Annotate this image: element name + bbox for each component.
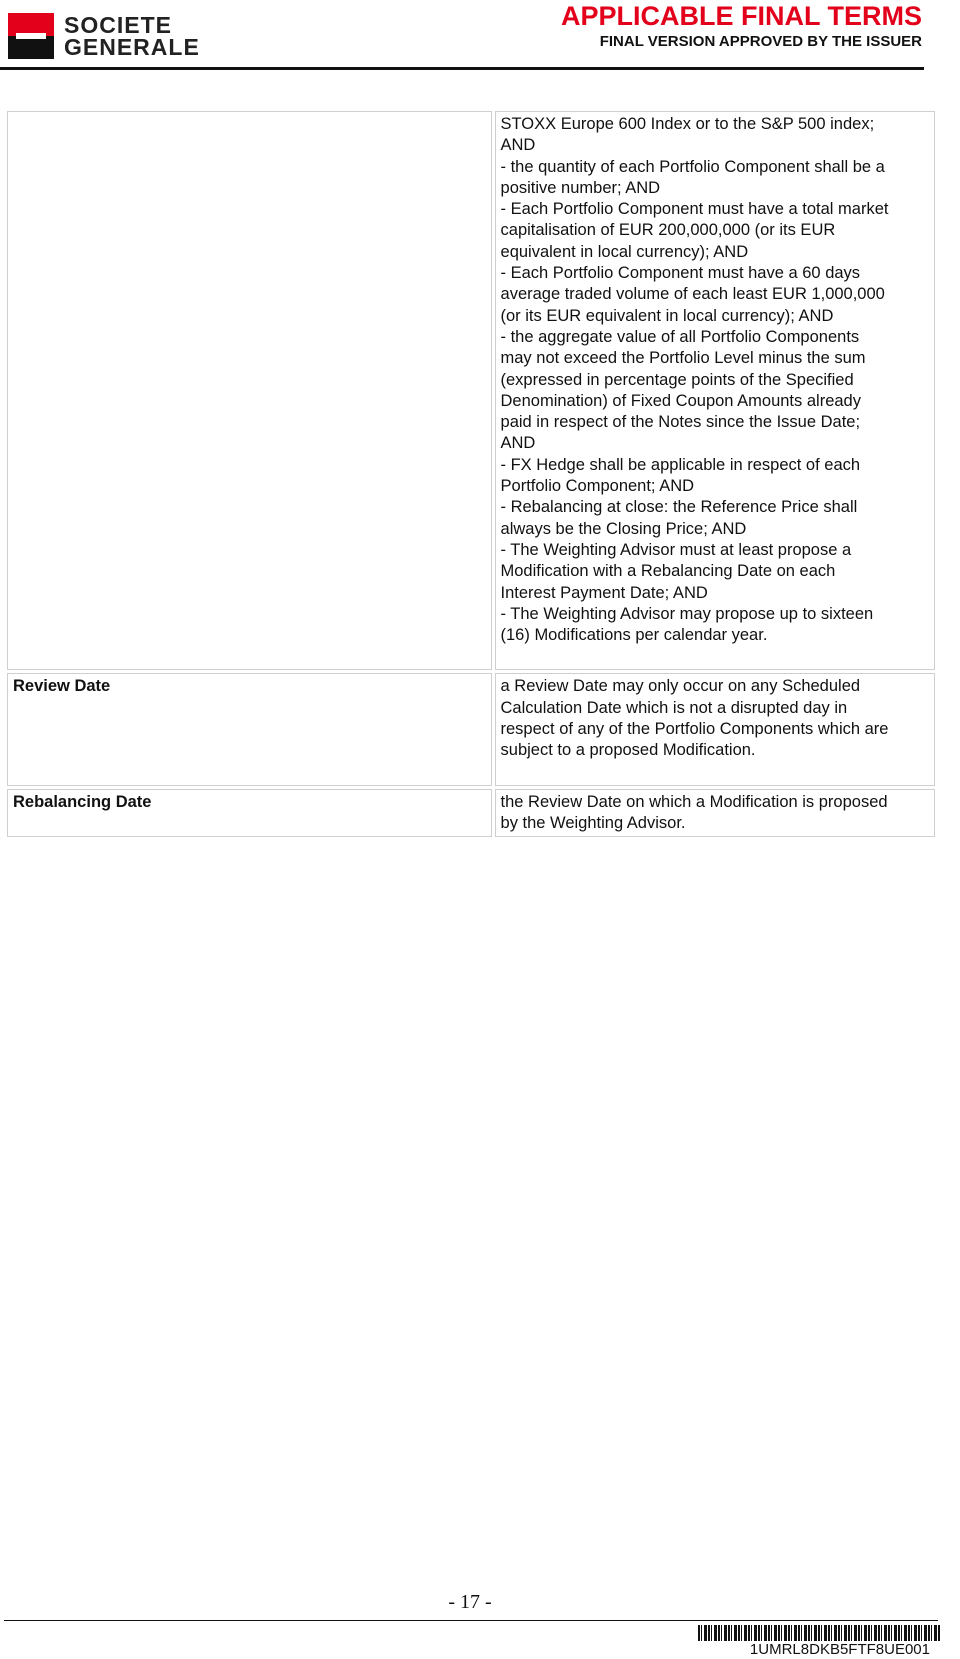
text-line: capitalisation of EUR 200,000,000 (or its EUR [500, 221, 836, 240]
term-label: Rebalancing Date [7, 789, 492, 838]
text-line: - the quantity of each Portfolio Component shall be a [500, 157, 885, 176]
table-row [7, 673, 935, 785]
term-label: Review Date [7, 673, 492, 785]
text-line: - Each Portfolio Component must have a total market [500, 200, 889, 219]
text-line: always be the Closing Price; AND [500, 519, 747, 538]
logo-mark-icon [8, 13, 54, 59]
text-line: AND [500, 136, 536, 155]
logo-text-line1: SOCIETE [64, 12, 172, 38]
term-value [495, 111, 935, 670]
text-line: by the Weighting Advisor. [500, 813, 686, 832]
text-line: (or its EUR equivalent in local currency); AND [500, 306, 834, 325]
text-line: - The Weighting Advisor must at least propose a [500, 540, 852, 559]
table-row [7, 111, 935, 670]
document-title: APPLICABLE FINAL TERMS [560, 1, 922, 31]
text-line: paid in respect of the Notes since the Issue Date; [500, 413, 861, 432]
text-line: - Rebalancing at close: the Reference Price shall [500, 498, 858, 517]
text-line: respect of any of the Portfolio Components which are [500, 720, 889, 739]
text-line: the Review Date on which a Modification is proposed [500, 792, 888, 811]
logo-text-line2: GENERALE [64, 34, 200, 60]
footer-divider [4, 1620, 938, 1621]
text-line: STOXX Europe 600 Index or to the S&P 500 index; [500, 115, 875, 133]
header-titles [561, 0, 922, 51]
text-line: Portfolio Component; AND [500, 477, 695, 496]
text-line: subject to a proposed Modification. [500, 741, 756, 760]
text-line: AND [500, 434, 536, 453]
term-value [495, 789, 935, 838]
societe-generale-logo [8, 12, 234, 60]
text-line: may not exceed the Portfolio Level minus the sum [500, 349, 866, 368]
table-row [7, 789, 935, 838]
logo-text [64, 14, 200, 58]
term-label [7, 111, 492, 670]
text-line: positive number; AND [500, 178, 661, 197]
text-line: (expressed in percentage points of the Specified [500, 370, 854, 389]
text-line: Modification with a Rebalancing Date on each [500, 562, 836, 581]
document-subtitle: FINAL VERSION APPROVED BY THE ISSUER [599, 33, 922, 50]
text-line: average traded volume of each least EUR 1,000,000 [500, 285, 885, 304]
text-line: - The Weighting Advisor may propose up to sixteen [500, 604, 874, 623]
term-value [495, 673, 935, 785]
text-line: - the aggregate value of all Portfolio Components [500, 327, 860, 346]
text-line: Interest Payment Date; AND [500, 583, 708, 602]
text-line: - Each Portfolio Component must have a 60 days [500, 264, 861, 283]
text-line: Calculation Date which is not a disrupted day in [500, 698, 848, 717]
page-number: - 17 - [448, 1591, 492, 1613]
barcode-icon [698, 1625, 940, 1641]
terms-table [4, 108, 938, 840]
text-line: - FX Hedge shall be applicable in respect of each [500, 455, 861, 474]
text-line: (16) Modifications per calendar year. [500, 626, 768, 645]
header-divider [0, 67, 924, 70]
text-line: Denomination) of Fixed Coupon Amounts already [500, 391, 861, 410]
text-line: equivalent in local currency); AND [500, 242, 749, 261]
text-line: a Review Date may only occur on any Scheduled [500, 677, 861, 696]
document-code: 1UMRL8DKB5FTF8UE001 [749, 1641, 930, 1658]
